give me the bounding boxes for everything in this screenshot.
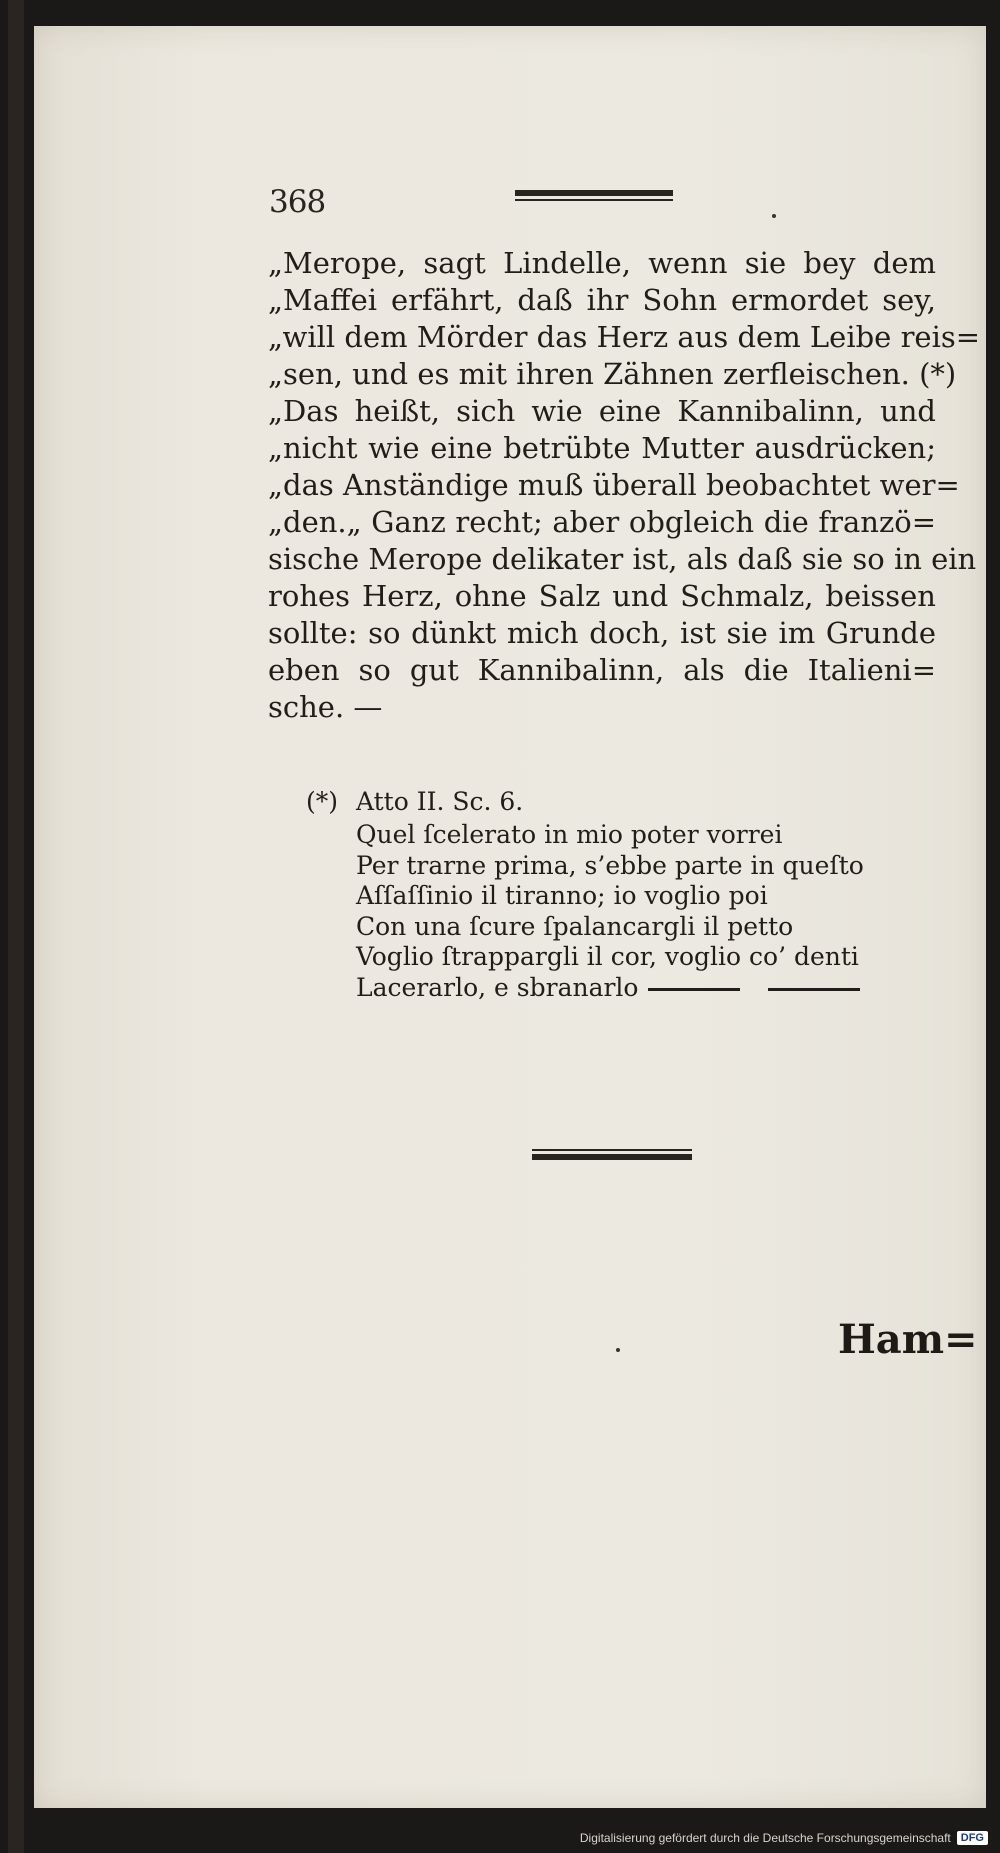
text-line: „Maffei erfährt, daß ihr Sohn ermordet sey, <box>268 283 936 317</box>
paper-speck <box>772 214 776 218</box>
dash-rule <box>768 988 860 991</box>
section-end-rule <box>532 1149 692 1160</box>
footnote-verses <box>356 820 864 1003</box>
text-line: „den.„ Ganz recht; aber obgleich die franzö= <box>268 505 936 539</box>
text-line: „nicht wie eine betrübte Mutter ausdrücken; <box>268 431 936 465</box>
text-line: „Merope, sagt Lindelle, wenn sie bey dem <box>268 246 936 280</box>
main-text <box>268 245 981 726</box>
verse-line-last <box>356 973 864 1004</box>
verse-line: Per trarne prima, s’ebbe parte in queſto <box>356 850 864 880</box>
credit-text: Digitalisierung gefördert durch die Deutsche Forschungsgemeinschaft <box>579 1831 951 1845</box>
footnote-marker: (*) <box>306 787 339 816</box>
text-line: sollte: so dünkt mich doch, ist sie im Grunde <box>268 616 936 650</box>
verse-line: Aſſaſſinio il tiranno; io voglio poi <box>356 881 768 910</box>
verse-line: Quel ſcelerato in mio poter vorrei <box>356 820 783 849</box>
text-line: sische Merope delikater ist, als daß sie so in ein <box>268 542 977 576</box>
verse-line: Voglio ſtrappargli il cor, voglio co’ denti <box>356 942 859 971</box>
verse-line: Lacerarlo, e sbranarlo <box>356 972 639 1002</box>
dfg-logo: DFG <box>957 1831 988 1845</box>
text-line: „Das heißt, sich wie eine Kannibalinn, und <box>268 394 936 428</box>
text-line: eben so gut Kannibalinn, als die Italieni= <box>268 653 936 687</box>
page-number: 368 <box>269 184 326 220</box>
text-line: „will dem Mörder das Herz aus dem Leibe reis= <box>268 320 981 354</box>
text-line: rohes Herz, ohne Salz und Schmalz, beissen <box>268 579 936 613</box>
paper-speck <box>616 1348 620 1352</box>
verse-line: Con una ſcure ſpalancargli il petto <box>356 911 794 941</box>
footnote-heading: Atto II. Sc. 6. <box>356 787 524 816</box>
catchword: Ham= <box>838 1316 978 1363</box>
book-spine-edge <box>8 0 24 1853</box>
digitization-credit <box>580 1827 988 1849</box>
text-line: sche. — <box>268 690 383 724</box>
header-rule <box>515 190 673 201</box>
text-line: „sen, und es mit ihren Zähnen zerfleischen. (*) <box>268 357 957 391</box>
text-line: „das Anständige muß überall beobachtet wer= <box>268 468 960 502</box>
dash-rule <box>648 988 740 991</box>
